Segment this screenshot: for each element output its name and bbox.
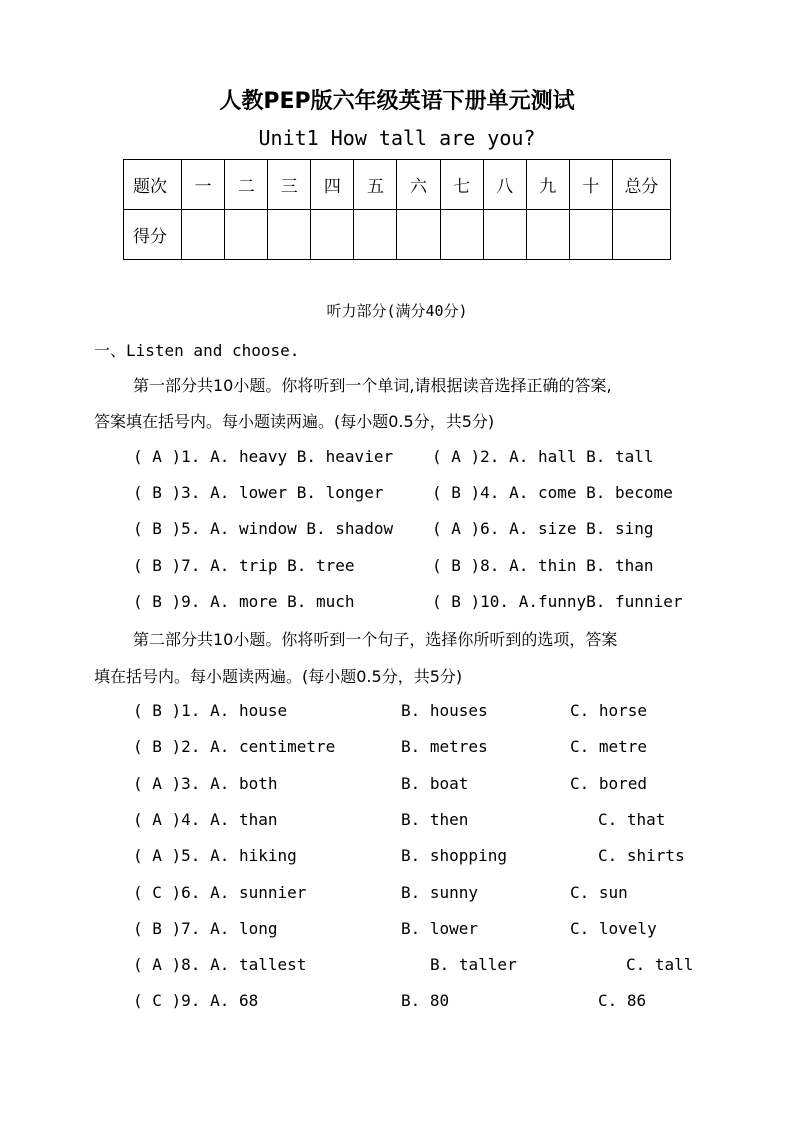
score-cell[interactable] <box>268 210 311 260</box>
score-cell[interactable] <box>311 210 354 260</box>
part2-option-b: B. houses <box>401 701 488 720</box>
part2-option-b: B. 80 <box>401 991 450 1010</box>
page-title: 人教PEP版六年级英语下册单元测试 <box>219 89 575 114</box>
score-table-col: 五 <box>354 160 397 210</box>
score-cell[interactable] <box>483 210 526 260</box>
listening-section-header: 听力部分(满分40分) <box>326 302 468 320</box>
part1-item: ( A )2. A. hall B. tall <box>432 447 654 466</box>
part2-option-c: C. tall <box>626 955 694 974</box>
part2-option-b: B. shopping <box>401 846 507 865</box>
score-cell-total[interactable] <box>612 210 670 260</box>
part1-intro-line2: 答案填在括号内。每小题读两遍。(每小题0.5分，共5分) <box>94 412 495 431</box>
part2-intro-line2: 填在括号内。每小题读两遍。(每小题0.5分，共5分) <box>94 667 463 686</box>
part1-item: ( B )8. A. thin B. than <box>432 556 654 575</box>
part2-option-a: ( A )5. A. hiking <box>133 846 297 865</box>
part2-option-c: C. shirts <box>598 846 685 865</box>
part2-option-a: ( A )4. A. than <box>133 810 278 829</box>
part2-intro-line1: 第二部分共10小题。你将听到一个句子，选择你所听到的选项，答案 <box>133 630 618 649</box>
score-table-col: 十 <box>569 160 612 210</box>
part2-option-c: C. bored <box>570 774 648 793</box>
score-cell[interactable] <box>569 210 612 260</box>
part1-item: ( B )5. A. window B. shadow <box>133 519 394 538</box>
part1-item: ( A )6. A. size B. sing <box>432 519 654 538</box>
part2-option-a: ( A )3. A. both <box>133 774 278 793</box>
part2-option-a: ( B )7. A. long <box>133 919 278 938</box>
score-table-row-label: 题次 <box>124 160 182 210</box>
part1-item: ( A )1. A. heavy B. heavier <box>133 447 394 466</box>
part2-option-c: C. 86 <box>598 991 647 1010</box>
part2-option-c: C. lovely <box>570 919 657 938</box>
part2-option-a: ( B )2. A. centimetre <box>133 737 336 756</box>
score-table-col: 二 <box>225 160 268 210</box>
score-table-header-row <box>124 160 671 210</box>
part2-option-c: C. that <box>598 810 666 829</box>
score-table-col: 七 <box>440 160 483 210</box>
part1-item: ( B )3. A. lower B. longer <box>133 483 384 502</box>
score-cell[interactable] <box>440 210 483 260</box>
part2-option-a: ( B )1. A. house <box>133 701 288 720</box>
score-table-row-label: 得分 <box>124 210 182 260</box>
score-table-col: 三 <box>268 160 311 210</box>
score-table-score-row <box>124 210 671 260</box>
score-cell[interactable] <box>225 210 268 260</box>
part2-option-b: B. then <box>401 810 469 829</box>
score-cell[interactable] <box>182 210 225 260</box>
part2-option-a: ( A )8. A. tallest <box>133 955 307 974</box>
part1-item: ( B )10. A.funnyB. funnier <box>432 592 683 611</box>
part2-option-b: B. sunny <box>401 883 479 902</box>
score-table-col-total: 总分 <box>612 160 670 210</box>
score-table-col: 一 <box>182 160 225 210</box>
score-cell[interactable] <box>397 210 440 260</box>
score-table <box>123 159 671 260</box>
score-table-col: 九 <box>526 160 569 210</box>
part1-item: ( B )9. A. more B. much <box>133 592 355 611</box>
score-table-col: 六 <box>397 160 440 210</box>
part2-option-a: ( C )9. A. 68 <box>133 991 259 1010</box>
score-table-col: 四 <box>311 160 354 210</box>
part1-item: ( B )7. A. trip B. tree <box>133 556 355 575</box>
score-cell[interactable] <box>354 210 397 260</box>
part2-option-c: C. sun <box>570 883 628 902</box>
part2-option-b: B. boat <box>401 774 469 793</box>
part1-item: ( B )4. A. come B. become <box>432 483 673 502</box>
part2-option-c: C. metre <box>570 737 648 756</box>
part2-option-c: C. horse <box>570 701 648 720</box>
score-table-col: 八 <box>483 160 526 210</box>
section1-heading: 一、Listen and choose. <box>94 341 300 360</box>
part2-option-b: B. metres <box>401 737 488 756</box>
part2-option-b: B. taller <box>430 955 517 974</box>
part2-option-b: B. lower <box>401 919 479 938</box>
score-cell[interactable] <box>526 210 569 260</box>
part1-intro-line1: 第一部分共10小题。你将听到一个单词,请根据读音选择正确的答案, <box>133 376 612 395</box>
unit-subtitle: Unit1 How tall are you? <box>258 126 536 150</box>
part2-option-a: ( C )6. A. sunnier <box>133 883 307 902</box>
